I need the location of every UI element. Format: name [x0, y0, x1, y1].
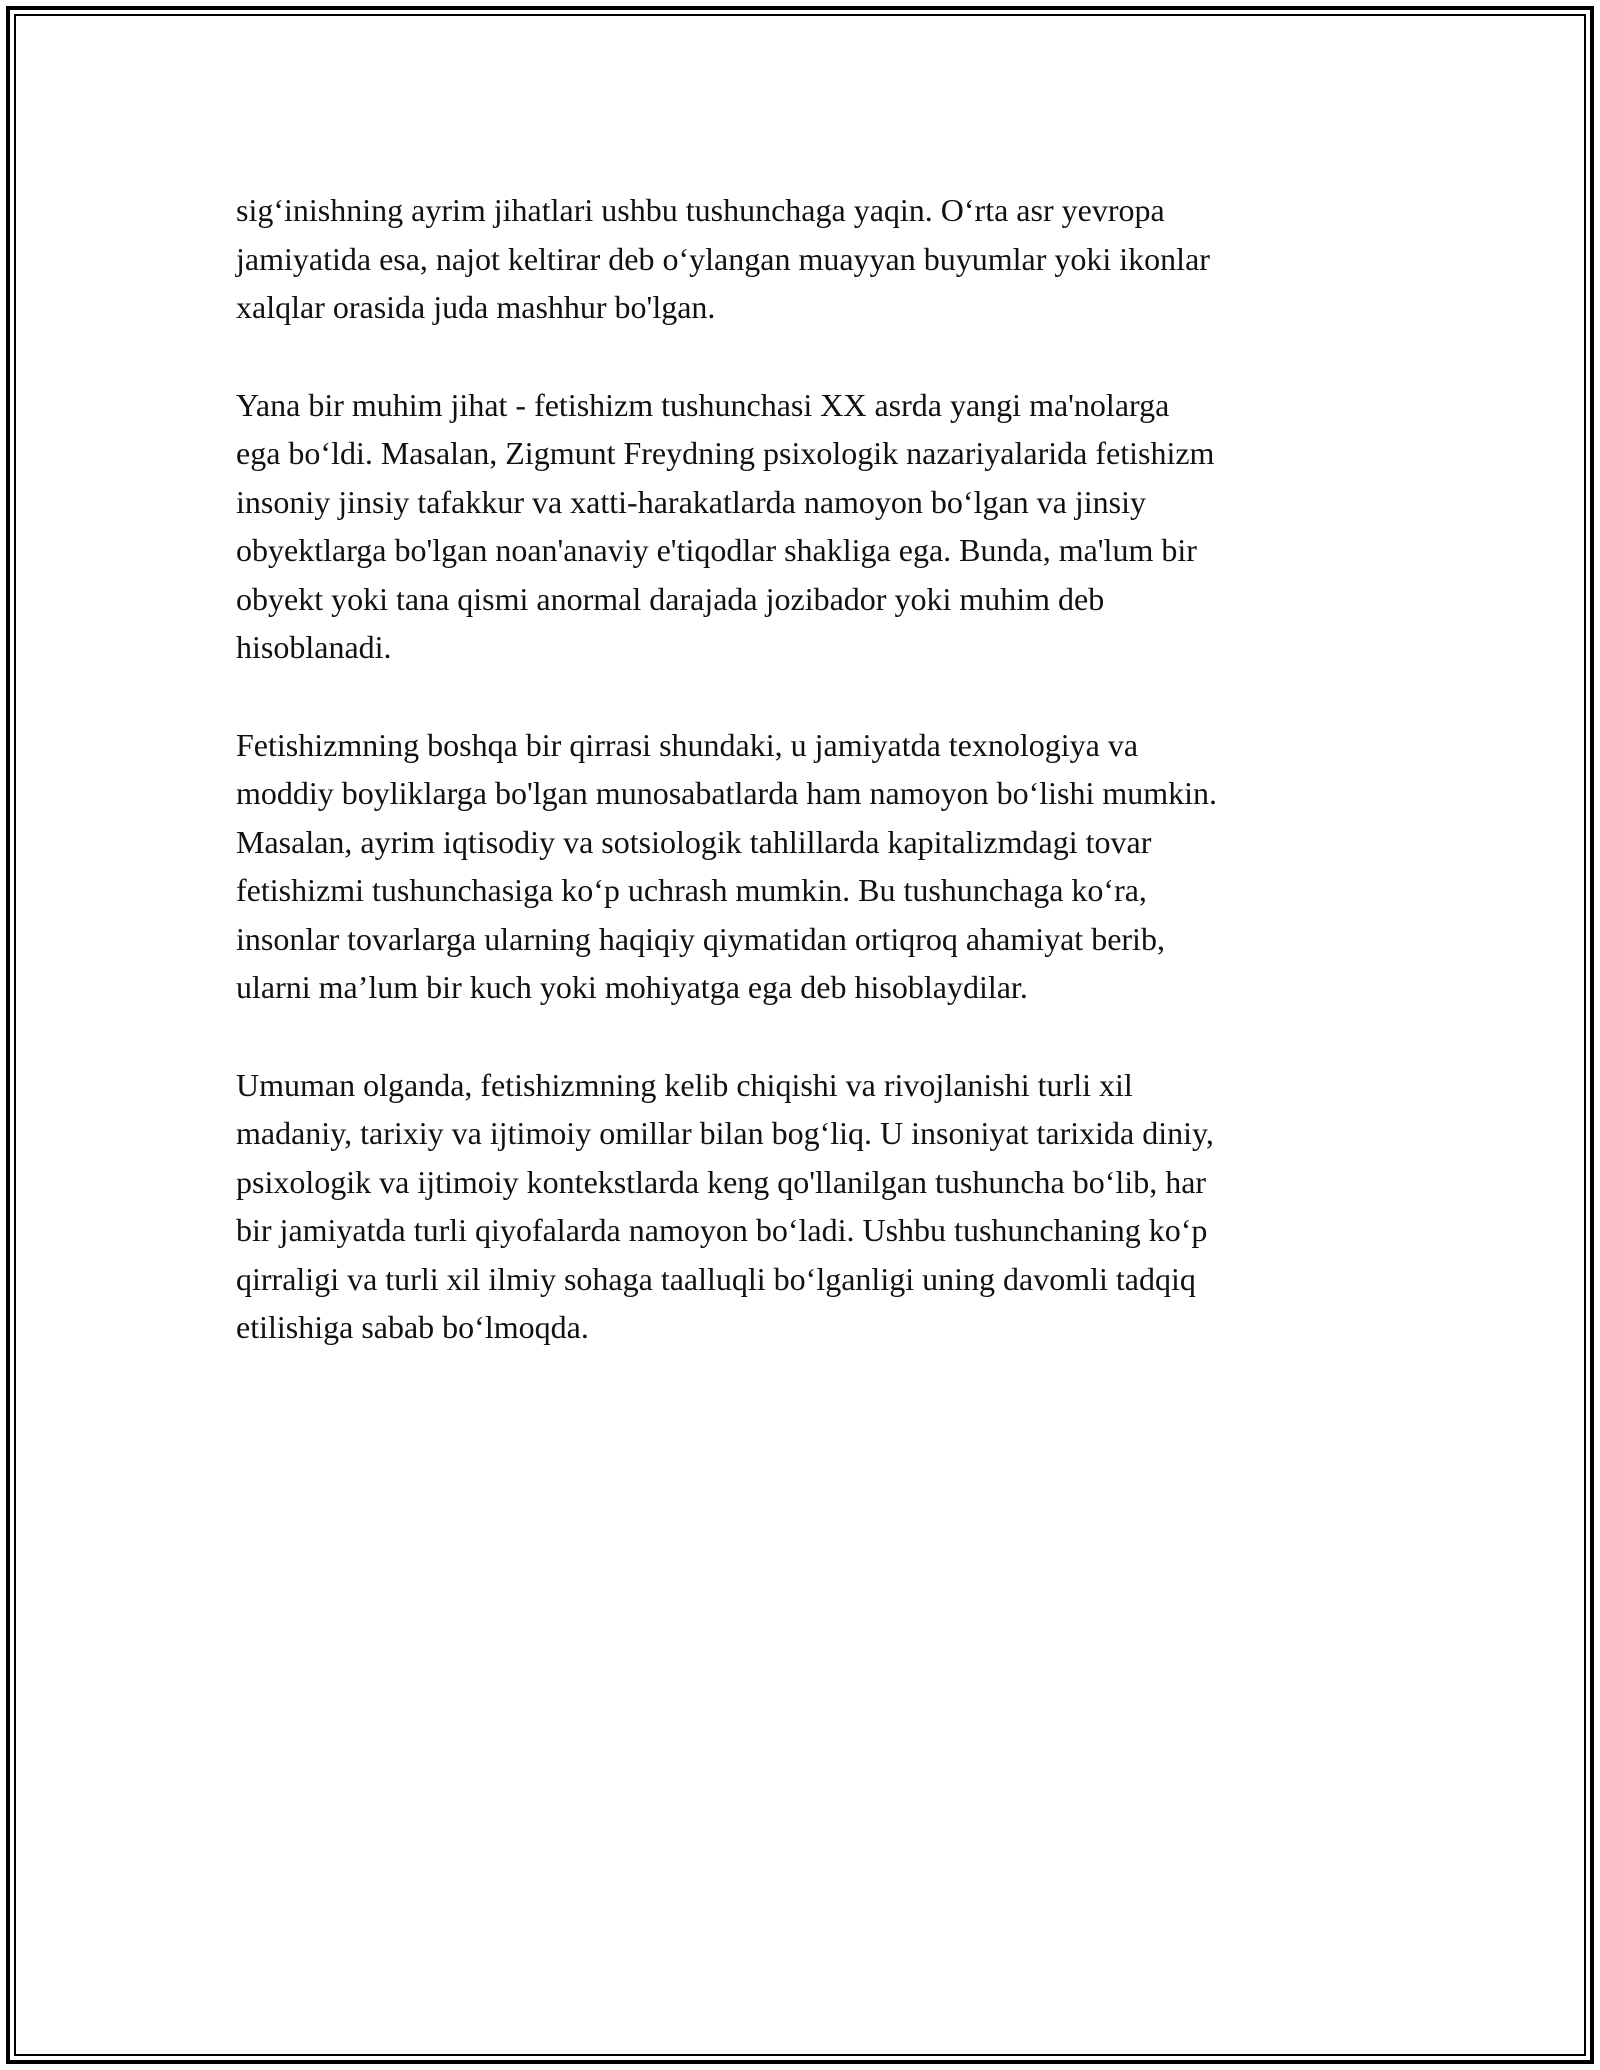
paragraph-line: xalqlar orasida juda mashhur bo'lgan. — [236, 289, 716, 325]
paragraph-line: bir jamiyatda turli qiyofalarda namoyon bo‘ladi. Ushbu tushunchaning ko‘p — [236, 1212, 1208, 1248]
paragraph-line: moddiy boyliklarga bo'lgan munosabatlarda ham namoyon bo‘lishi mumkin. — [236, 775, 1218, 811]
paragraph-line: fetishizmi tushunchasiga ko‘p uchrash mumkin. Bu tushunchaga ko‘ra, — [236, 872, 1147, 908]
paragraph-4 — [236, 1061, 1366, 1352]
paragraph-line: madaniy, tarixiy va ijtimoiy omillar bilan bog‘liq. U insoniyat tarixida diniy, — [236, 1115, 1214, 1151]
paragraph-line: Umuman olganda, fetishizmning kelib chiqishi va rivojlanishi turli xil — [236, 1066, 1133, 1103]
paragraph-line: insoniy jinsiy tafakkur va xatti-harakatlarda namoyon bo‘lgan va jinsiy — [236, 483, 1146, 520]
paragraph-line: Masalan, ayrim iqtisodiy va sotsiologik tahlillarda kapitalizmdagi tovar — [236, 823, 1152, 860]
paragraph-line: ega bo‘ldi. Masalan, Zigmunt Freydning psixologik nazariyalarida fetishizm — [236, 435, 1215, 471]
paragraph-line: Yana bir muhim jihat - fetishizm tushunchasi XX asrda yangi ma'nolarga — [236, 386, 1170, 423]
paragraph-line: qirraligi va turli xil ilmiy sohaga taalluqli bo‘lganligi uning davomli tadqiq — [236, 1260, 1196, 1297]
paragraph-line: insonlar tovarlarga ularning haqiqiy qiymatidan ortiqroq ahamiyat berib, — [236, 920, 1165, 957]
paragraph-line: hisoblanadi. — [236, 629, 392, 665]
paragraph-line: obyekt yoki tana qismi anormal darajada jozibador yoki muhim deb — [236, 580, 1105, 617]
paragraph-line: Fetishizmning boshqa bir qirrasi shundaki, u jamiyatda texnologiya va — [236, 726, 1139, 763]
document-body — [236, 186, 1366, 1401]
paragraph-line: psixologik va ijtimoiy kontekstlarda keng qo'llanilgan tushuncha bo‘lib, har — [236, 1163, 1207, 1200]
paragraph-line: ularni ma’lum bir kuch yoki mohiyatga ega deb hisoblaydilar. — [236, 969, 1028, 1005]
paragraph-1 — [236, 186, 1366, 332]
paragraph-line: jamiyatida esa, najot keltirar deb o‘ylangan muayyan buyumlar yoki ikonlar — [236, 240, 1210, 277]
paragraph-line: sig‘inishning ayrim jihatlari ushbu tushunchaga yaqin. O‘rta asr yevropa — [236, 192, 1165, 228]
paragraph-2 — [236, 381, 1366, 672]
paragraph-line: etilishiga sabab bo‘lmoqda. — [236, 1309, 589, 1345]
paragraph-line: obyektlarga bo'lgan noan'anaviy e'tiqodlar shakliga ega. Bunda, ma'lum bir — [236, 532, 1197, 568]
paragraph-3 — [236, 721, 1366, 1012]
